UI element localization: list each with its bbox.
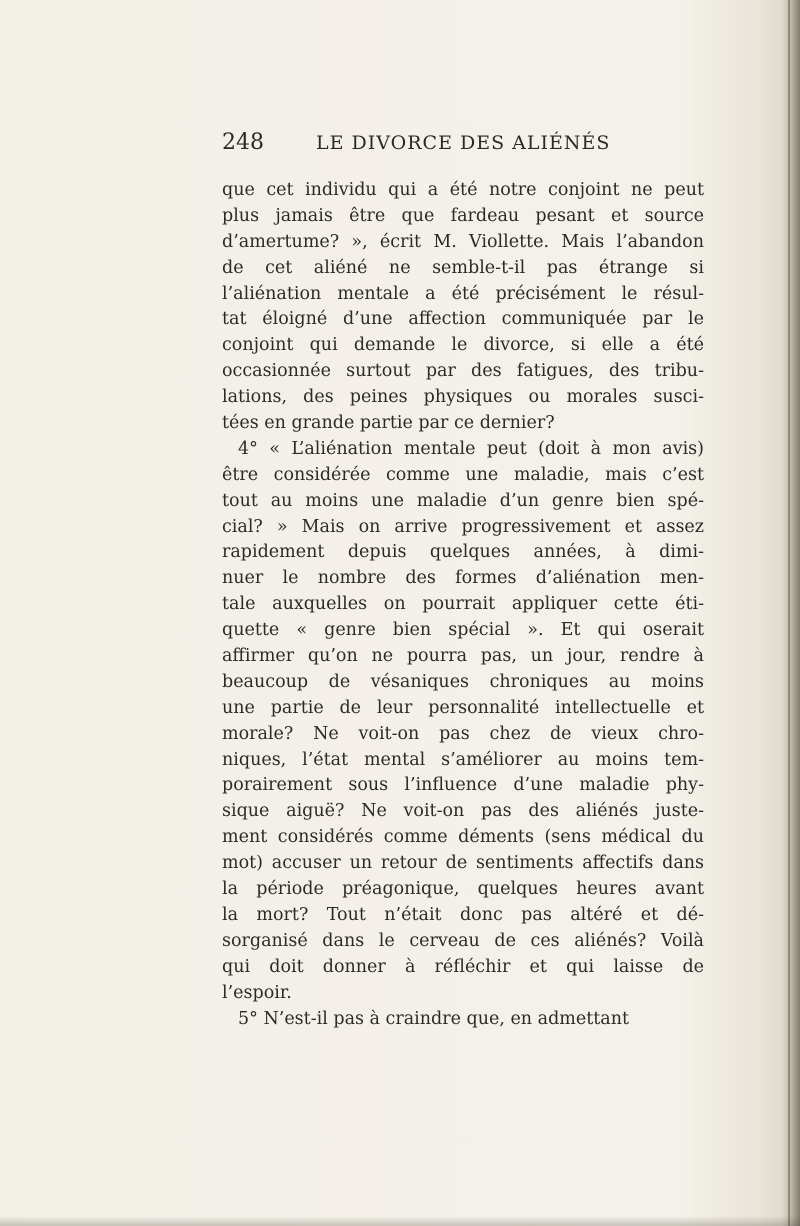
- text-line: affirmer qu’on ne pourra pas, un jour, rendre à: [222, 646, 704, 667]
- text-line: lations, des peines physiques ou morales susci-: [222, 387, 704, 408]
- text-line: l’espoir.: [222, 982, 292, 1003]
- page-number: 248: [222, 130, 264, 155]
- text-line: l’aliénation mentale a été précisément le résul-: [222, 283, 704, 304]
- page-header: [222, 130, 702, 160]
- text-line: cial? » Mais on arrive progressivement et assez: [222, 516, 704, 537]
- text-line: que cet individu qui a été notre conjoint ne peut: [222, 180, 704, 200]
- page-edge-shadow: [782, 0, 800, 1226]
- text-line: la période préagonique, quelques heures avant: [222, 879, 704, 900]
- text-line: 5° N’est-il pas à craindre que, en admettant: [238, 1008, 630, 1029]
- text-line: d’amertume? », écrit M. Viollette. Mais l’abandon: [222, 231, 704, 252]
- text-line: sique aiguë? Ne voit-on pas des aliénés juste-: [222, 801, 704, 822]
- text-line: plus jamais être que fardeau pesant et source: [222, 205, 704, 226]
- text-line: quette « genre bien spécial ». Et qui oserait: [222, 620, 704, 641]
- text-line: la mort? Tout n’était donc pas altéré et dé-: [222, 904, 704, 925]
- running-head: LE DIVORCE DES ALIÉNÉS: [316, 132, 611, 154]
- text-line: 4° « L’aliénation mentale peut (doit à mon avis): [238, 438, 704, 459]
- page-bottom-shadow: [0, 1216, 800, 1226]
- text-line: de cet aliéné ne semble-t-il pas étrange si: [222, 257, 704, 278]
- text-line: tale auxquelles on pourrait appliquer cette éti-: [222, 594, 704, 615]
- text-line: être considérée comme une maladie, mais c’est: [222, 464, 704, 485]
- body-text: [222, 178, 704, 1032]
- text-line: une partie de leur personnalité intellectuelle et: [222, 697, 704, 718]
- text-line: tat éloigné d’une affection communiquée par le: [222, 309, 704, 330]
- text-line: conjoint qui demande le divorce, si elle a été: [222, 335, 704, 356]
- text-line: qui doit donner à réfléchir et qui laisse de: [222, 956, 704, 977]
- text-line: tout au moins une maladie d’un genre bien spé-: [222, 490, 704, 511]
- text-line: ment considérés comme déments (sens médical du: [222, 827, 704, 848]
- text-line: sorganisé dans le cerveau de ces aliénés? Voilà: [222, 930, 704, 951]
- text-line: beaucoup de vésaniques chroniques au moins: [222, 671, 704, 692]
- text-line: nuer le nombre des formes d’aliénation men-: [222, 568, 704, 589]
- text-line: tées en grande partie par ce dernier?: [222, 413, 555, 434]
- page-edge-line: [788, 0, 790, 1226]
- text-line: niques, l’état mental s’améliorer au moins tem-: [222, 749, 704, 770]
- text-line: mot) accuser un retour de sentiments affectifs dans: [222, 853, 704, 874]
- text-line: rapidement depuis quelques années, à dimi-: [222, 542, 704, 563]
- text-line: porairement sous l’influence d’une maladie phy-: [222, 775, 704, 796]
- text-line: morale? Ne voit-on pas chez de vieux chro-: [222, 723, 704, 744]
- text-line: occasionnée surtout par des fatigues, des tribu-: [222, 361, 704, 382]
